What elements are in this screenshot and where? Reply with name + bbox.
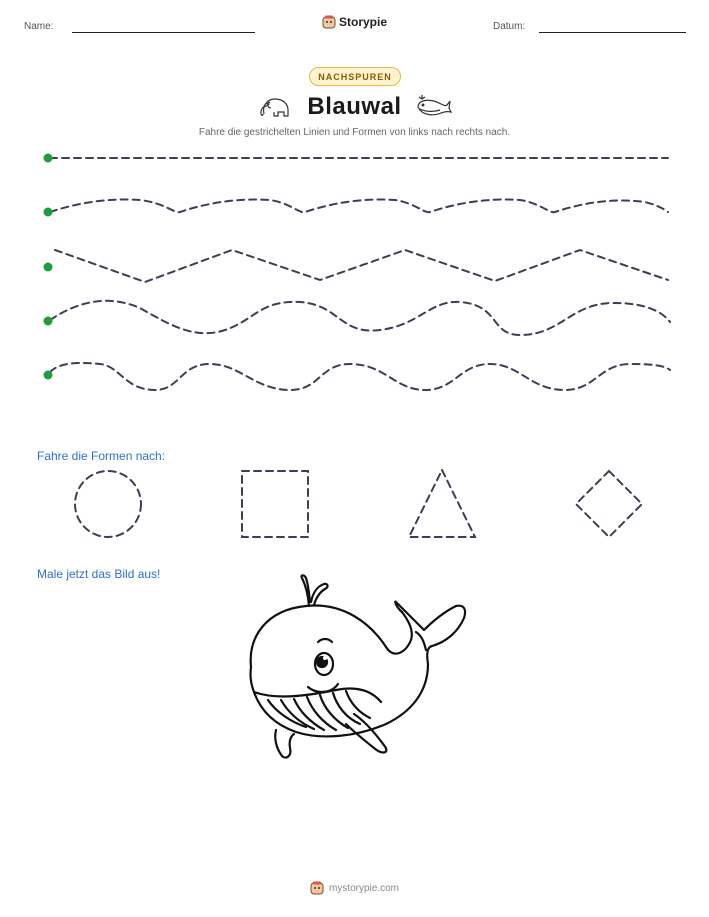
trace-square	[242, 471, 308, 537]
name-line[interactable]	[72, 32, 255, 33]
trace-line-zigzag	[55, 250, 668, 282]
date-line[interactable]	[539, 32, 686, 33]
brand-name: Storypie	[339, 15, 388, 29]
instructions: Fahre die gestrichelten Linien und Formen von links nach rechts nach.	[198, 127, 511, 138]
trace-line-wave	[50, 200, 668, 213]
start-dot-4	[44, 317, 53, 326]
tracing-lines[interactable]	[0, 140, 709, 400]
tracing-shapes[interactable]	[0, 462, 709, 552]
storypie-logo-icon	[310, 881, 324, 895]
storypie-logo-icon	[322, 15, 336, 29]
section-shapes-label: Fahre die Formen nach:	[37, 449, 166, 463]
start-dot-5	[44, 371, 53, 380]
page-title: Blauwal	[307, 93, 402, 120]
start-dot-3	[44, 263, 53, 272]
whale-icon	[414, 95, 452, 119]
whale-coloring-picture[interactable]	[236, 572, 476, 762]
footer	[0, 881, 709, 895]
footer-url[interactable]: mystorypie.com	[328, 882, 399, 894]
worksheet-badge: NACHSPUREN	[309, 67, 401, 86]
trace-line-bumps	[50, 363, 670, 390]
trace-circle	[75, 471, 141, 537]
trace-diamond	[576, 471, 642, 537]
section-coloring-label: Male jetzt das Bild aus!	[37, 567, 161, 581]
brand	[322, 15, 387, 29]
name-label: Name:	[24, 21, 54, 32]
start-dot-1	[44, 154, 53, 163]
start-dot-2	[44, 208, 53, 217]
trace-triangle	[409, 470, 475, 537]
date-label: Datum:	[493, 21, 526, 32]
trace-line-curve	[50, 301, 670, 335]
